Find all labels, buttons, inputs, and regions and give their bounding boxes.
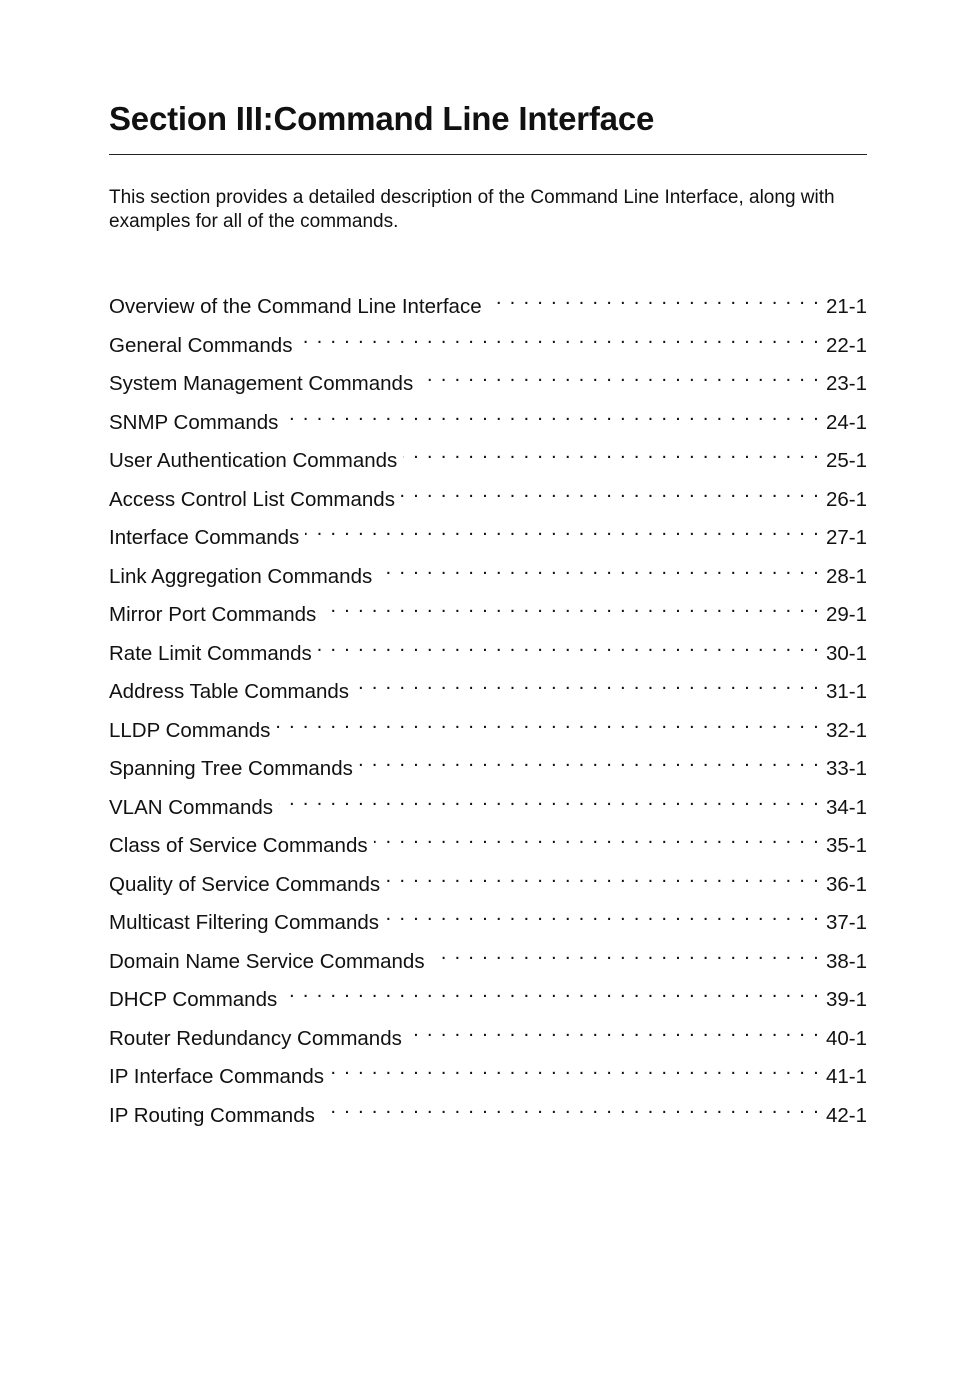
toc-entry-label: SNMP Commands <box>109 410 279 434</box>
toc-dot-leader <box>284 399 820 429</box>
toc-entry-label: System Management Commands <box>109 372 414 395</box>
toc-entry[interactable] <box>109 668 867 707</box>
toc-dot-leader <box>355 668 820 698</box>
toc-entry-label: Mirror Port Commands <box>109 603 317 626</box>
toc-entry[interactable] <box>109 630 867 669</box>
toc-entry-label: VLAN Commands <box>109 795 274 819</box>
toc-dot-leader <box>298 322 820 352</box>
toc-entry-page: 25-1 <box>825 449 867 472</box>
toc-entry-label: IP Routing Commands <box>109 1103 315 1127</box>
toc-entry-page: 24-1 <box>825 410 867 434</box>
toc-entry[interactable] <box>109 437 867 476</box>
toc-dot-leader <box>322 591 820 621</box>
toc-entry[interactable] <box>109 784 867 823</box>
toc-entry-page: 21-1 <box>825 295 867 318</box>
toc-entry-page: 30-1 <box>825 641 867 665</box>
toc-entry-page: 41-1 <box>825 1065 867 1088</box>
toc-dot-leader <box>374 822 820 852</box>
toc-entry-page: 32-1 <box>825 718 867 742</box>
toc-dot-leader <box>359 745 820 775</box>
toc-entry[interactable] <box>109 822 867 861</box>
toc-entry[interactable] <box>109 514 867 553</box>
toc-entry-label: General Commands <box>109 333 293 357</box>
toc-entry-label: Overview of the Command Line Interface <box>109 295 482 318</box>
toc-entry-page: 39-1 <box>825 988 867 1011</box>
toc-entry-page: 26-1 <box>825 487 867 511</box>
toc-entry[interactable] <box>109 591 867 630</box>
toc-entry-page: 35-1 <box>825 834 867 857</box>
toc-entry[interactable] <box>109 745 867 784</box>
toc-entry-label: User Authentication Commands <box>109 449 398 472</box>
toc-entry-label: Rate Limit Commands <box>109 641 312 665</box>
toc-entry-label: DHCP Commands <box>109 988 278 1011</box>
toc-entry-page: 31-1 <box>825 680 867 703</box>
toc-entry[interactable] <box>109 707 867 746</box>
toc-entry[interactable] <box>109 861 867 900</box>
toc-entry-page: 22-1 <box>825 333 867 357</box>
toc-entry-page: 28-1 <box>825 564 867 588</box>
toc-entry-label: Domain Name Service Commands <box>109 949 425 973</box>
toc-dot-leader <box>419 360 820 390</box>
toc-entry-page: 38-1 <box>825 949 867 973</box>
toc-dot-leader <box>279 784 820 814</box>
toc-entry-label: Multicast Filtering Commands <box>109 911 379 934</box>
intro-paragraph: This section provides a detailed description of the Command Line Interface, along with examples for all of the commands. <box>109 187 835 232</box>
toc-dot-leader <box>401 476 820 506</box>
toc-entry-label: Address Table Commands <box>109 680 350 703</box>
toc-entry[interactable] <box>109 938 867 977</box>
toc-entry-page: 33-1 <box>825 757 867 780</box>
toc-dot-leader <box>385 899 820 929</box>
toc-entry[interactable] <box>109 1015 867 1054</box>
toc-entry[interactable] <box>109 1053 867 1092</box>
toc-dot-leader <box>330 1053 820 1083</box>
toc-entry-label: Interface Commands <box>109 526 300 549</box>
toc-dot-leader <box>321 1092 820 1122</box>
toc-dot-leader <box>276 707 820 737</box>
toc-dot-leader <box>318 630 820 660</box>
toc-entry-page: 29-1 <box>825 603 867 626</box>
toc-entry[interactable] <box>109 1092 867 1131</box>
toc-dot-leader <box>488 283 820 313</box>
table-of-contents <box>109 283 867 1130</box>
toc-entry[interactable] <box>109 322 867 361</box>
toc-dot-leader <box>305 514 820 544</box>
title-divider <box>109 154 867 155</box>
toc-dot-leader <box>283 976 820 1006</box>
toc-entry-label: Spanning Tree Commands <box>109 757 353 780</box>
toc-entry[interactable] <box>109 360 867 399</box>
toc-entry-page: 36-1 <box>825 872 867 896</box>
toc-entry-label: Access Control List Commands <box>109 487 395 511</box>
toc-entry-label: LLDP Commands <box>109 718 271 742</box>
toc-entry[interactable] <box>109 399 867 438</box>
toc-dot-leader <box>403 437 820 467</box>
toc-entry-label: IP Interface Commands <box>109 1065 324 1088</box>
toc-entry[interactable] <box>109 476 867 515</box>
toc-entry[interactable] <box>109 283 867 322</box>
toc-dot-leader <box>431 938 820 968</box>
toc-dot-leader <box>386 861 820 891</box>
toc-entry[interactable] <box>109 899 867 938</box>
toc-entry-label: Quality of Service Commands <box>109 872 381 896</box>
toc-entry[interactable] <box>109 553 867 592</box>
toc-entry-label: Router Redundancy Commands <box>109 1026 402 1050</box>
toc-entry-page: 42-1 <box>825 1103 867 1127</box>
toc-entry-page: 37-1 <box>825 911 867 934</box>
toc-dot-leader <box>378 553 820 583</box>
toc-entry-page: 40-1 <box>825 1026 867 1050</box>
toc-entry-page: 23-1 <box>825 372 867 395</box>
toc-entry-page: 34-1 <box>825 795 867 819</box>
toc-entry-page: 27-1 <box>825 526 867 549</box>
page-title: Section III:Command Line Interface <box>109 100 655 137</box>
toc-entry-label: Link Aggregation Commands <box>109 564 373 588</box>
toc-dot-leader <box>408 1015 820 1045</box>
toc-entry-label: Class of Service Commands <box>109 834 368 857</box>
toc-entry[interactable] <box>109 976 867 1015</box>
